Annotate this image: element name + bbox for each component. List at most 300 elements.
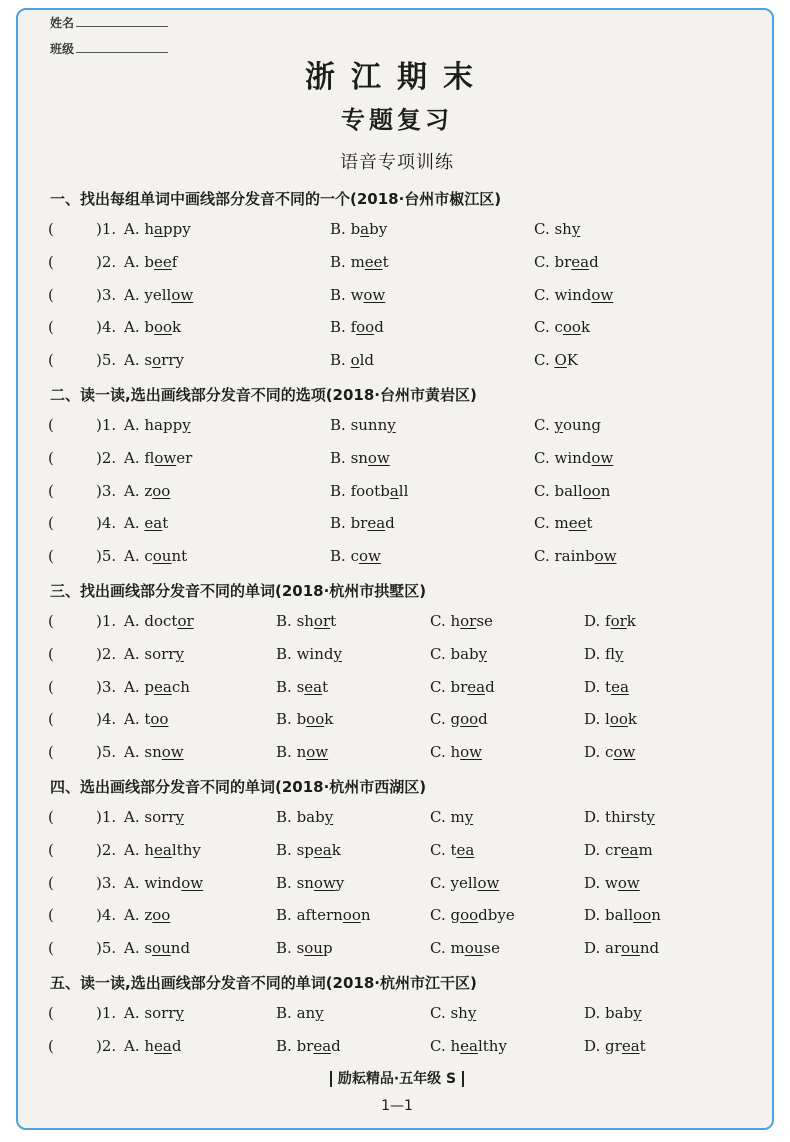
underlined-part: oo: [582, 481, 601, 500]
underlined-part: y: [646, 808, 655, 826]
worksheet-page: [16, 8, 774, 1130]
question-number: )4.: [96, 318, 117, 337]
answer-paren-open[interactable]: (: [48, 677, 54, 696]
answer-option[interactable]: D. balloon: [584, 906, 661, 925]
question-number: )2.: [96, 1036, 117, 1055]
option-letter: A.: [124, 1036, 145, 1055]
underlined-part: ow: [363, 285, 386, 304]
underlined-part: y: [464, 808, 474, 826]
option-letter: C.: [534, 220, 555, 238]
question-number: )2.: [96, 252, 117, 271]
question-row: [18, 482, 774, 508]
question-row: [18, 645, 774, 671]
name-field: [50, 14, 168, 31]
question-number: )4.: [96, 906, 117, 925]
section-heading: 二、读一读,选出画线部分发音不同的选项(2018·台州市黄岩区): [50, 386, 477, 404]
underlined-part: ow: [367, 448, 390, 467]
answer-option[interactable]: C. balloon: [534, 481, 611, 500]
underlined-part: ow: [161, 743, 184, 762]
option-letter: C.: [534, 285, 555, 304]
underlined-part: y: [182, 416, 191, 434]
answer-option[interactable]: A. snow: [124, 743, 184, 762]
underlined-part: or: [610, 612, 627, 630]
underlined-part: y: [175, 808, 184, 826]
option-letter: B.: [276, 939, 297, 958]
option-letter: A.: [124, 677, 145, 696]
answer-paren-open[interactable]: (: [48, 1004, 54, 1022]
answer-paren-open[interactable]: (: [48, 906, 54, 925]
answer-option[interactable]: C. how: [430, 743, 483, 762]
answer-option[interactable]: C. horse: [430, 612, 493, 630]
answer-option[interactable]: D. wow: [584, 873, 640, 892]
question-row: [18, 1004, 774, 1030]
underlined-part: ea: [467, 677, 486, 696]
answer-option[interactable]: D. fly: [584, 644, 624, 663]
answer-option[interactable]: A. doctor: [124, 612, 194, 630]
question-number: )4.: [96, 710, 117, 729]
answer-option[interactable]: B. snow: [330, 448, 390, 467]
answer-paren-open[interactable]: (: [48, 873, 54, 892]
option-letter: D.: [584, 743, 606, 762]
underlined-part: ow: [617, 873, 640, 892]
option-letter: D.: [584, 612, 606, 630]
answer-option[interactable]: D. look: [584, 710, 637, 729]
question-row: [18, 1037, 774, 1063]
option-letter: C.: [534, 448, 555, 467]
answer-option[interactable]: B. any: [276, 1004, 324, 1022]
option-letter: B.: [330, 318, 351, 337]
underlined-part: y: [333, 644, 342, 663]
option-letter: A.: [124, 939, 145, 958]
answer-option[interactable]: C. window: [534, 285, 614, 304]
underlined-part: y: [175, 1004, 184, 1022]
question-row: [18, 743, 774, 769]
underlined-part: y: [175, 644, 184, 663]
underlined-part: oo: [356, 318, 375, 337]
underlined-part: ea: [456, 840, 475, 859]
option-letter: A.: [124, 644, 145, 663]
option-letter: A.: [124, 448, 145, 467]
underlined-part: y: [478, 644, 488, 663]
option-letter: D.: [584, 840, 606, 859]
answer-option[interactable]: B. short: [276, 612, 337, 630]
underlined-part: ea: [620, 840, 639, 859]
answer-option[interactable]: B. book: [276, 710, 334, 729]
answer-option[interactable]: B. football: [330, 481, 409, 500]
underlined-part: ow: [591, 285, 614, 304]
answer-option[interactable]: B. seat: [276, 677, 329, 696]
option-letter: B.: [276, 1004, 297, 1022]
option-letter: C.: [430, 808, 451, 826]
answer-option[interactable]: D. cream: [584, 840, 653, 859]
option-letter: C.: [534, 351, 555, 370]
underlined-part: ow: [313, 873, 336, 892]
answer-option[interactable]: A. sorry: [124, 808, 184, 826]
answer-option[interactable]: B. cow: [330, 547, 381, 566]
underlined-part: ou: [152, 547, 172, 566]
underlined-part: y: [615, 644, 624, 663]
option-letter: B.: [330, 481, 351, 500]
option-letter: A.: [124, 547, 145, 566]
section-heading: 四、选出画线部分发音不同的单词(2018·杭州市西湖区): [50, 778, 427, 796]
section-heading: 一、找出每组单词中画线部分发音不同的一个(2018·台州市椒江区): [50, 190, 502, 208]
question-number: )5.: [96, 939, 117, 958]
question-row: [18, 318, 774, 344]
answer-option[interactable]: D. around: [584, 939, 660, 958]
underlined-part: ea: [571, 252, 590, 271]
option-letter: A.: [124, 612, 145, 630]
answer-option[interactable]: B. windy: [276, 644, 342, 663]
answer-option[interactable]: B. speak: [276, 840, 341, 859]
answer-paren-open[interactable]: (: [48, 252, 54, 271]
underlined-part: a: [154, 220, 163, 238]
answer-paren-open[interactable]: (: [48, 318, 54, 337]
answer-option[interactable]: A. eat: [124, 514, 169, 533]
underlined-part: ea: [154, 1036, 172, 1055]
question-number: )5.: [96, 743, 117, 762]
underlined-part: ea: [460, 1036, 478, 1055]
question-number: )3.: [96, 677, 117, 696]
option-letter: C.: [534, 252, 555, 271]
option-letter: D.: [584, 710, 606, 729]
question-number: )2.: [96, 644, 117, 663]
answer-option[interactable]: C. tea: [430, 840, 475, 859]
answer-option[interactable]: B. baby: [330, 220, 388, 238]
question-row: [18, 612, 774, 638]
answer-option[interactable]: C. bread: [430, 677, 495, 696]
option-letter: B.: [330, 351, 351, 370]
underlined-part: o: [350, 351, 360, 370]
underlined-part: ow: [477, 873, 500, 892]
answer-option[interactable]: C. rainbow: [534, 547, 617, 566]
underlined-part: y: [467, 1004, 477, 1022]
option-letter: A.: [124, 1004, 145, 1022]
option-letter: B.: [276, 808, 297, 826]
underlined-part: oo: [150, 710, 169, 729]
question-number: )1.: [96, 220, 117, 238]
question-number: )3.: [96, 481, 117, 500]
option-letter: B.: [276, 710, 297, 729]
answer-option[interactable]: C. healthy: [430, 1036, 507, 1055]
answer-option[interactable]: B. bread: [330, 514, 395, 533]
underlined-part: or: [177, 612, 194, 630]
answer-option[interactable]: C. shy: [430, 1004, 477, 1022]
underlined-part: y: [633, 1004, 642, 1022]
underlined-part: a: [360, 220, 370, 238]
underlined-part: ow: [358, 547, 381, 566]
option-letter: D.: [584, 1004, 606, 1022]
answer-option[interactable]: A. sound: [124, 939, 191, 958]
answer-option[interactable]: D. tea: [584, 677, 629, 696]
underlined-part: ea: [611, 677, 629, 696]
answer-option[interactable]: A. flower: [124, 448, 193, 467]
answer-paren-open[interactable]: (: [48, 939, 54, 958]
answer-option[interactable]: B. old: [330, 351, 374, 370]
answer-paren-open[interactable]: (: [48, 416, 54, 434]
option-letter: A.: [124, 252, 145, 271]
option-letter: B.: [276, 873, 297, 892]
option-letter: C.: [534, 416, 555, 434]
underlined-part: oo: [306, 710, 325, 729]
answer-paren-open[interactable]: (: [48, 514, 54, 533]
question-row: [18, 939, 774, 965]
question-number: )1.: [96, 1004, 117, 1022]
answer-option[interactable]: A. happy: [124, 416, 191, 434]
answer-option[interactable]: C. yellow: [430, 873, 500, 892]
answer-option[interactable]: D. baby: [584, 1004, 642, 1022]
underlined-part: ee: [568, 514, 587, 533]
answer-option[interactable]: B. now: [276, 743, 329, 762]
answer-option[interactable]: A. sorry: [124, 644, 184, 663]
answer-option[interactable]: A. window: [124, 873, 204, 892]
answer-paren-open[interactable]: (: [48, 547, 54, 566]
option-letter: A.: [124, 743, 145, 762]
answer-option[interactable]: B. snowy: [276, 873, 345, 892]
answer-paren-open[interactable]: (: [48, 710, 54, 729]
answer-paren-open[interactable]: (: [48, 743, 54, 762]
underlined-part: ea: [313, 840, 332, 859]
answer-option[interactable]: C. goodbye: [430, 906, 515, 925]
answer-option[interactable]: C. baby: [430, 644, 488, 663]
answer-paren-open[interactable]: (: [48, 220, 54, 238]
answer-option[interactable]: A. healthy: [124, 840, 201, 859]
answer-option[interactable]: B. wow: [330, 285, 386, 304]
question-number: )1.: [96, 808, 117, 826]
question-row: [18, 906, 774, 932]
question-number: )4.: [96, 514, 117, 533]
answer-option[interactable]: C. meet: [534, 514, 593, 533]
question-row: [18, 514, 774, 540]
answer-option[interactable]: D. fork: [584, 612, 636, 630]
question-row: [18, 547, 774, 573]
answer-paren-open[interactable]: (: [48, 840, 54, 859]
option-letter: A.: [124, 710, 145, 729]
answer-option[interactable]: C. my: [430, 808, 474, 826]
underlined-part: oo: [460, 710, 479, 729]
question-number: )2.: [96, 448, 117, 467]
answer-paren-open[interactable]: (: [48, 351, 54, 370]
answer-paren-open[interactable]: (: [48, 448, 54, 467]
underlined-part: O: [554, 351, 567, 370]
option-letter: C.: [534, 318, 555, 337]
name-label: 姓名: [50, 16, 75, 30]
question-number: )5.: [96, 351, 117, 370]
answer-option[interactable]: B. soup: [276, 939, 333, 958]
question-row: [18, 351, 774, 377]
option-letter: B.: [276, 677, 297, 696]
underlined-part: a: [389, 481, 399, 500]
underlined-part: ow: [613, 743, 636, 762]
underlined-part: y: [554, 416, 563, 434]
option-letter: A.: [124, 873, 145, 892]
question-number: )1.: [96, 416, 117, 434]
option-letter: C.: [430, 743, 451, 762]
underlined-part: oo: [152, 906, 171, 925]
option-letter: B.: [330, 547, 351, 566]
answer-option[interactable]: B. meet: [330, 252, 389, 271]
question-row: [18, 220, 774, 246]
underlined-part: ow: [460, 743, 483, 762]
option-letter: B.: [330, 416, 351, 434]
option-letter: A.: [124, 840, 145, 859]
question-row: [18, 449, 774, 475]
option-letter: C.: [430, 1004, 451, 1022]
question-number: )3.: [96, 873, 117, 892]
question-row: [18, 808, 774, 834]
answer-option[interactable]: C. shy: [534, 220, 581, 238]
option-letter: B.: [276, 644, 297, 663]
underlined-part: ou: [621, 939, 640, 958]
answer-option[interactable]: C. window: [534, 448, 614, 467]
option-letter: B.: [276, 840, 297, 859]
option-letter: B.: [330, 252, 351, 271]
underlined-part: ea: [153, 677, 172, 696]
answer-paren-open[interactable]: (: [48, 612, 54, 630]
option-letter: A.: [124, 351, 145, 370]
option-letter: A.: [124, 285, 145, 304]
underlined-part: o: [152, 351, 162, 370]
underlined-part: ow: [591, 448, 614, 467]
underlined-part: ou: [152, 939, 171, 958]
option-letter: B.: [276, 906, 297, 925]
answer-option[interactable]: A. beef: [124, 252, 178, 271]
underlined-part: ea: [621, 1036, 640, 1055]
page-subsubtitle: 语音专项训练: [340, 152, 454, 173]
underlined-part: oo: [342, 906, 361, 925]
question-row: [18, 286, 774, 312]
option-letter: C.: [534, 481, 555, 500]
answer-option[interactable]: A. zoo: [124, 906, 171, 925]
name-blank[interactable]: [76, 26, 168, 27]
answer-option[interactable]: A. sorry: [124, 1004, 184, 1022]
answer-option[interactable]: A. sorry: [124, 351, 184, 370]
answer-option[interactable]: B. bread: [276, 1036, 341, 1055]
underlined-part: ee: [153, 252, 172, 271]
option-letter: C.: [430, 644, 451, 663]
answer-option[interactable]: C. good: [430, 710, 488, 729]
option-letter: C.: [534, 547, 555, 566]
underlined-part: ou: [464, 939, 484, 958]
answer-paren-open[interactable]: (: [48, 1036, 54, 1055]
option-letter: D.: [584, 808, 606, 826]
option-letter: C.: [430, 873, 451, 892]
question-row: [18, 710, 774, 736]
underlined-part: ow: [171, 285, 194, 304]
answer-option[interactable]: A. peach: [124, 677, 190, 696]
underlined-part: ow: [594, 547, 617, 566]
question-number: )3.: [96, 285, 117, 304]
question-row: [18, 678, 774, 704]
underlined-part: ow: [306, 743, 329, 762]
underlined-part: ea: [313, 1036, 332, 1055]
answer-option[interactable]: C. young: [534, 416, 601, 434]
question-number: )1.: [96, 612, 117, 630]
underlined-part: oo: [633, 906, 652, 925]
class-label: 班级: [50, 42, 75, 56]
option-letter: D.: [584, 644, 606, 663]
section-heading: 三、找出画线部分发音不同的单词(2018·杭州市拱墅区): [50, 582, 427, 600]
underlined-part: ou: [304, 939, 323, 958]
underlined-part: ow: [181, 873, 204, 892]
underlined-part: ee: [364, 252, 383, 271]
answer-option[interactable]: D. great: [584, 1036, 646, 1055]
underlined-part: or: [460, 612, 477, 630]
option-letter: B.: [330, 285, 351, 304]
option-letter: C.: [430, 906, 451, 925]
underlined-part: ea: [304, 677, 323, 696]
question-row: [18, 874, 774, 900]
answer-option[interactable]: A. happy: [124, 220, 191, 238]
option-letter: A.: [124, 808, 145, 826]
answer-option[interactable]: B. baby: [276, 808, 334, 826]
answer-option[interactable]: A. yellow: [124, 285, 194, 304]
option-letter: D.: [584, 939, 606, 958]
option-letter: B.: [276, 743, 297, 762]
answer-option[interactable]: B. afternoon: [276, 906, 371, 925]
answer-option[interactable]: A. too: [124, 710, 169, 729]
underlined-part: oo: [153, 318, 173, 337]
question-row: [18, 841, 774, 867]
option-letter: C.: [430, 677, 451, 696]
underlined-part: y: [387, 416, 396, 434]
option-letter: C.: [430, 710, 451, 729]
option-letter: B.: [330, 514, 351, 533]
answer-option[interactable]: B. sunny: [330, 416, 396, 434]
underlined-part: or: [313, 612, 331, 630]
answer-paren-open[interactable]: (: [48, 285, 54, 304]
answer-option[interactable]: C. cook: [534, 318, 591, 337]
question-number: )5.: [96, 547, 117, 566]
footer-brand-text: 励耘精品·五年级 S: [330, 1071, 464, 1087]
option-letter: B.: [330, 220, 351, 238]
answer-paren-open[interactable]: (: [48, 644, 54, 663]
answer-paren-open[interactable]: (: [48, 808, 54, 826]
underlined-part: ea: [154, 840, 172, 859]
question-row: [18, 416, 774, 442]
answer-option[interactable]: A. head: [124, 1036, 182, 1055]
answer-option[interactable]: D. cow: [584, 743, 636, 762]
underlined-part: ea: [144, 514, 163, 533]
option-letter: A.: [124, 906, 145, 925]
answer-option[interactable]: C. mouse: [430, 939, 500, 958]
answer-option[interactable]: C. OK: [534, 351, 579, 370]
answer-option[interactable]: A. book: [124, 318, 182, 337]
option-letter: D.: [584, 677, 606, 696]
option-letter: A.: [124, 514, 145, 533]
answer-option[interactable]: C. bread: [534, 252, 599, 271]
answer-option[interactable]: A. zoo: [124, 481, 171, 500]
underlined-part: oo: [609, 710, 628, 729]
question-number: )2.: [96, 840, 117, 859]
underlined-part: ea: [367, 514, 386, 533]
underlined-part: oo: [460, 906, 479, 925]
option-letter: D.: [584, 873, 606, 892]
answer-option[interactable]: D. thirsty: [584, 808, 655, 826]
option-letter: D.: [584, 1036, 606, 1055]
option-letter: A.: [124, 318, 145, 337]
page-title: 浙江期末: [305, 60, 489, 95]
option-letter: B.: [276, 1036, 297, 1055]
answer-option[interactable]: A. count: [124, 547, 188, 566]
underlined-part: oo: [152, 481, 171, 500]
option-letter: B.: [330, 448, 351, 467]
answer-paren-open[interactable]: (: [48, 481, 54, 500]
answer-option[interactable]: B. food: [330, 318, 384, 337]
page-subtitle: 专题复习: [341, 106, 453, 134]
option-letter: C.: [534, 514, 555, 533]
underlined-part: y: [324, 808, 334, 826]
footer-brand: [18, 1068, 774, 1088]
